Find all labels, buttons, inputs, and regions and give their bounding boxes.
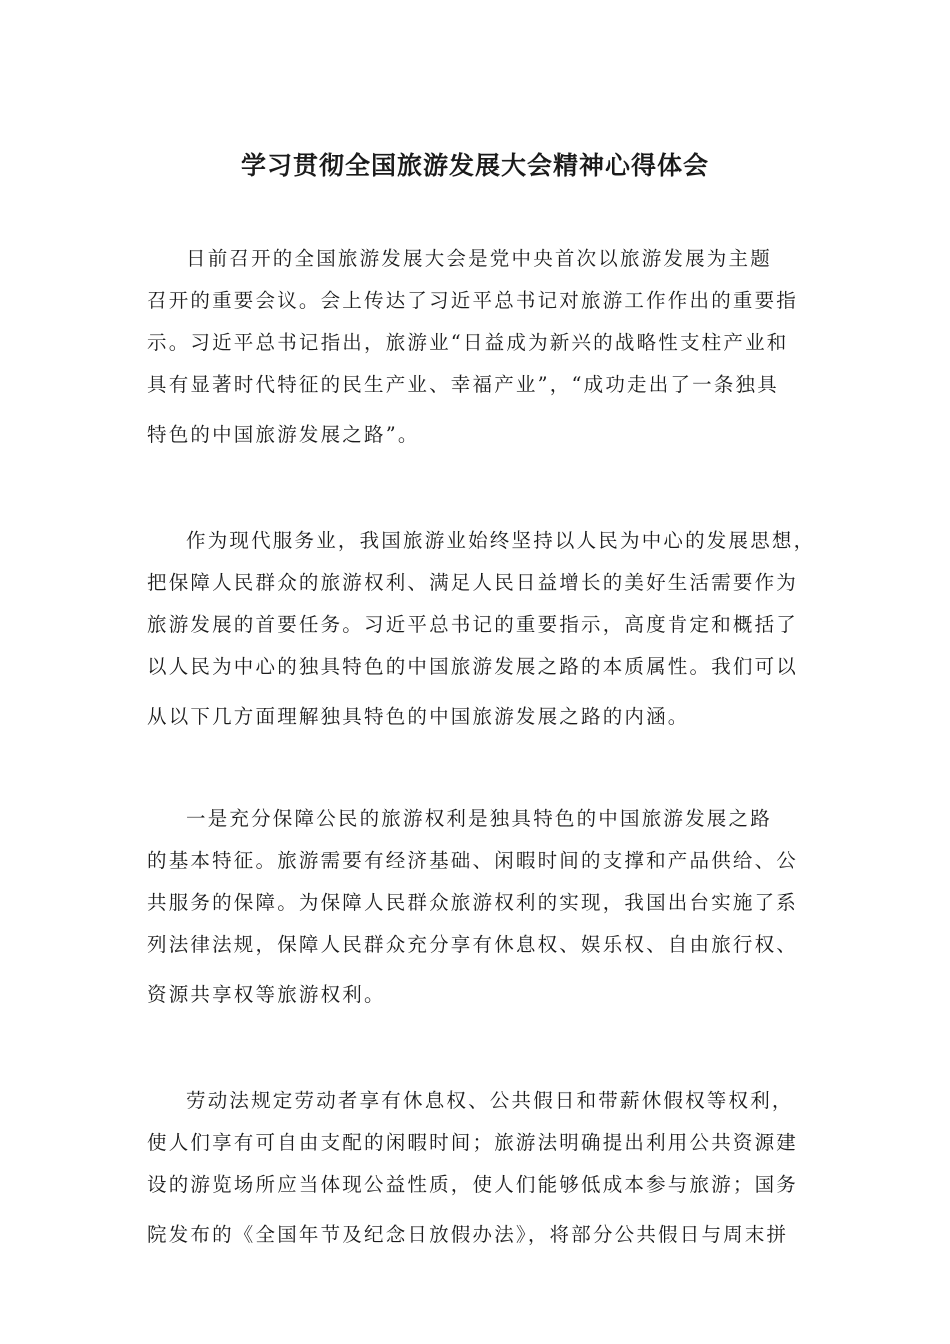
paragraph-line: 设的游览场所应当体现公益性质，使人们能够低成本参与旅游；国务 [147, 1173, 799, 1196]
paragraph-line: 日前召开的全国旅游发展大会是党中央首次以旅游发展为主题 [186, 247, 772, 270]
paragraph-line: 从以下几方面理解独具特色的中国旅游发展之路的内涵。 [147, 705, 690, 728]
paragraph-line: 的基本特征。旅游需要有经济基础、闲暇时间的支撑和产品供给、公 [147, 849, 799, 872]
paragraph-line: 作为现代服务业，我国旅游业始终坚持以人民为中心的发展思想， [186, 529, 816, 552]
paragraph-line: 劳动法规定劳动者享有休息权、公共假日和带薪休假权等权利， [186, 1089, 794, 1112]
paragraph-line: 召开的重要会议。会上传达了习近平总书记对旅游工作作出的重要指 [147, 289, 799, 312]
paragraph-line: 以人民为中心的独具特色的中国旅游发展之路的本质属性。我们可以 [147, 655, 799, 678]
paragraph-line: 共服务的保障。为保障人民群众旅游权利的实现，我国出台实施了系 [147, 891, 799, 914]
paragraph-line: 示。习近平总书记指出，旅游业“日益成为新兴的战略性支柱产业和 [147, 331, 789, 354]
paragraph-line: 把保障人民群众的旅游权利、满足人民日益增长的美好生活需要作为 [147, 571, 799, 594]
paragraph-line: 旅游发展的首要任务。习近平总书记的重要指示，高度肯定和概括了 [147, 613, 799, 636]
paragraph-line: 一是充分保障公民的旅游权利是独具特色的中国旅游发展之路 [186, 807, 772, 830]
paragraph-4 [147, 1080, 812, 1256]
paragraph-1 [147, 238, 812, 456]
paragraph-line: 特色的中国旅游发展之路”。 [147, 423, 420, 446]
paragraph-line: 列法律法规，保障人民群众充分享有休息权、娱乐权、自由旅行权、 [147, 933, 799, 956]
paragraph-line: 具有显著时代特征的民生产业、幸福产业”，“成功走出了一条独具 [147, 373, 779, 396]
paragraph-2 [147, 520, 816, 738]
document-title: 学习贯彻全国旅游发展大会精神心得体会 [240, 151, 709, 180]
paragraph-line: 使人们享有可自由支配的闲暇时间；旅游法明确提出利用公共资源建 [147, 1131, 799, 1154]
paragraph-3 [147, 798, 812, 1016]
paragraph-line: 院发布的《全国年节及纪念日放假办法》，将部分公共假日与周末拼 [147, 1223, 789, 1246]
paragraph-line: 资源共享权等旅游权利。 [147, 983, 386, 1006]
